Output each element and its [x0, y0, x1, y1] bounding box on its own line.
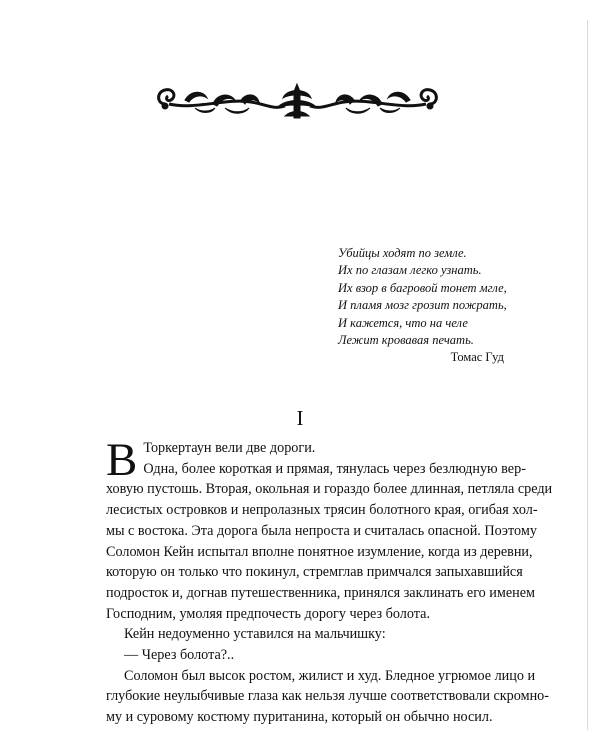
epigraph — [338, 245, 508, 367]
body-line: Господним, умоляя предпочесть дорогу через болота. — [106, 605, 430, 622]
epigraph-line: Убийцы ходят по земле. — [338, 246, 467, 260]
body-line: Одна, более короткая и прямая, тянулась через безлюдную вер- — [143, 460, 526, 477]
body-line: Соломон Кейн испытал вполне понятное изумление, когда из деревни, — [106, 543, 533, 560]
body-line: Соломон был высок ростом, жилист и худ. Бледное угрюмое лицо и — [124, 667, 536, 684]
first-line: Торкертаун вели две дороги. — [143, 440, 316, 456]
body-line: му и суровому костюму пуританина, который он обычно носил. — [106, 709, 493, 726]
epigraph-attribution: Томас Гуд — [450, 350, 504, 365]
epigraph-line: И кажется, что на челе — [338, 315, 468, 330]
epigraph-line: Их по глазам легко узнать. — [338, 263, 482, 278]
drop-cap: В — [106, 434, 138, 486]
body-line: которую он только что покинул, стремглав примчался запыхавшийся — [106, 564, 523, 581]
body-line: Кейн недоуменно уставился на мальчишку: — [124, 626, 386, 643]
body-line: глубокие неулыбчивые глаза как нельзя лучше соответствовали скромно- — [106, 688, 549, 705]
epigraph-line: И пламя мозг грозит пожрать, — [338, 298, 507, 313]
body-line: мы с востока. Эта дорога была непроста и считалась опасной. Поэтому — [106, 522, 537, 539]
epigraph-line: Их взор в багровой тонет мгле, — [338, 280, 507, 295]
body-line: лесистых островков и непролазных трясин болотного края, огибая хол- — [106, 502, 538, 519]
epigraph-line: Лежит кровавая печать. — [338, 333, 474, 348]
page-edge — [587, 20, 588, 730]
body-line: подросток и, догнав путешественника, принялся заклинать его именем — [106, 584, 536, 601]
chapter-number: I — [296, 406, 304, 430]
body-line: ховую пустошь. Вторая, окольная и гораздо более длинная, петляла среди — [106, 481, 553, 498]
decorative-flourish-ornament-icon — [155, 80, 440, 122]
chapter-body — [106, 434, 553, 728]
body-line: — Через болота?.. — [124, 647, 235, 664]
